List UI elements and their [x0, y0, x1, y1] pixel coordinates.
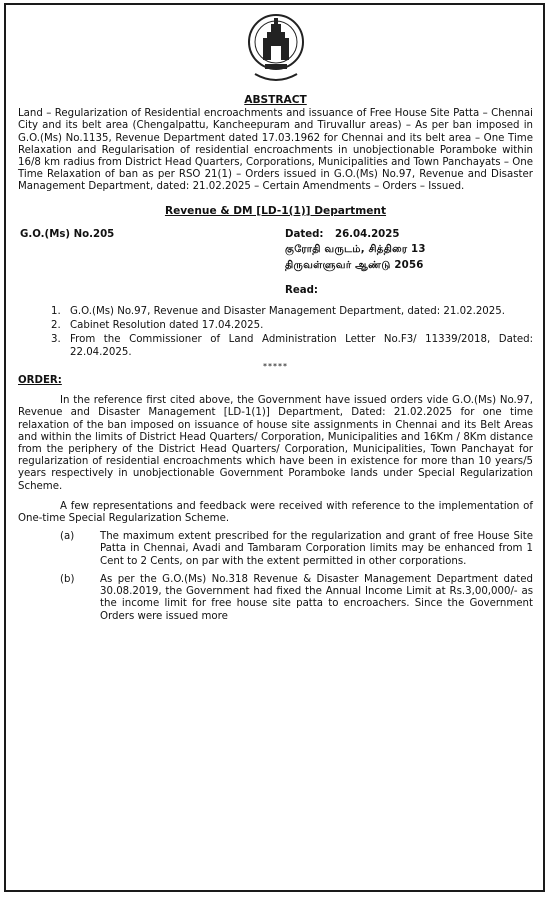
abstract-body: Land – Regularization of Residential encroachments and issuance of Free House Site Patta – Chennai City and its belt area (Chengalpattu, Kancheepuram and Tiruvallur areas) – As per ban imposed in G.O.(Ms) No.1135, Revenue Department dated 17.03.1962 for Chennai and its belt area – One Time Relaxation and Regularisation of residential encroachments in unobjectionable Poramboke within 16/8 km radius from District Head Quarters, Corporations, Municipalities and Town Panchayats – One Time Relaxation of ban as per RSO 21(1) – Orders issued in G.O.(Ms) No.97, Revenue and Disaster Management Department, dated: 21.02.2025 – Certain Amendments – Orders – Issued. — [18, 108, 533, 193]
reference-number: 1. — [51, 306, 61, 318]
dated-label: Dated: — [285, 228, 324, 240]
order-paragraph: A few representations and feedback were received with reference to the implementation of One-time Special Regularization Scheme. — [18, 500, 533, 525]
reference-item — [18, 334, 533, 358]
item-text: The maximum extent prescribed for the regularization and grant of free House Site Patta in Chennai, Avadi and Tambaram Corporation limits may be enhanced from 1 Cent to 2 Cents, on par with the extent permitted in other corporations. — [100, 531, 533, 567]
item-label: (b) — [60, 573, 75, 585]
state-emblem-icon — [245, 8, 307, 88]
reference-text: Cabinet Resolution dated 17.04.2025. — [70, 320, 264, 332]
item-text: As per the G.O.(Ms) No.318 Revenue & Disaster Management Department dated 30.08.2019, the Government had fixed the Annual Income Limit at Rs.3,00,000/- as the income limit for free house site patta to encroachers. Since the Government Orders were issued more — [100, 573, 533, 622]
order-item — [18, 531, 533, 568]
reference-text: From the Commissioner of Land Administration Letter No.F3/ 11339/2018, Dated: 22.04.2025. — [70, 334, 533, 358]
read-label: Read: — [285, 284, 318, 296]
abstract-title: ABSTRACT — [244, 94, 307, 106]
government-order — [18, 8, 533, 623]
order-header — [18, 229, 533, 291]
reference-item — [18, 320, 533, 332]
section-separator: ***** — [263, 361, 288, 371]
reference-text: G.O.(Ms) No.97, Revenue and Disaster Management Department, dated: 21.02.2025. — [70, 306, 505, 318]
reference-number: 2. — [51, 320, 61, 332]
tamil-date-line-2: திருவள்ளுவர் ஆண்டு 2056 — [285, 259, 424, 271]
order-item — [18, 574, 533, 623]
tamil-date-line-1: குரோதி வருடம், சித்திரை 13 — [285, 243, 426, 255]
department-heading: Revenue & DM [LD-1(1)] Department — [164, 204, 387, 217]
reference-number: 3. — [51, 334, 61, 346]
reference-item — [18, 306, 533, 318]
dated-value: 26.04.2025 — [335, 228, 400, 240]
order-heading: ORDER: — [18, 375, 62, 387]
reference-list — [18, 306, 533, 359]
item-label: (a) — [60, 531, 75, 543]
go-number: G.O.(Ms) No.205 — [20, 228, 115, 240]
date-line — [285, 229, 399, 241]
order-paragraph: In the reference first cited above, the Government have issued orders vide G.O.(Ms) No.97, Revenue and Disaster Management [LD-1(1)] Department, Dated: 21.02.2025 for one time relaxation of the ban imposed on issuance of house site assignments in Chennai and its Belt Areas and within the limits of District Head Quarters/ Corporation, Municipalities and 16Km / 8Km distance from the periphery of the District Head Quarters/ Corporation, Municipalities, Town Panchayat for regularization of residential encroachments which have been in existence for more than 10 years/5 years respectively in unobjectionable Government Poramboke lands under Special Regularization Scheme. — [18, 395, 533, 492]
